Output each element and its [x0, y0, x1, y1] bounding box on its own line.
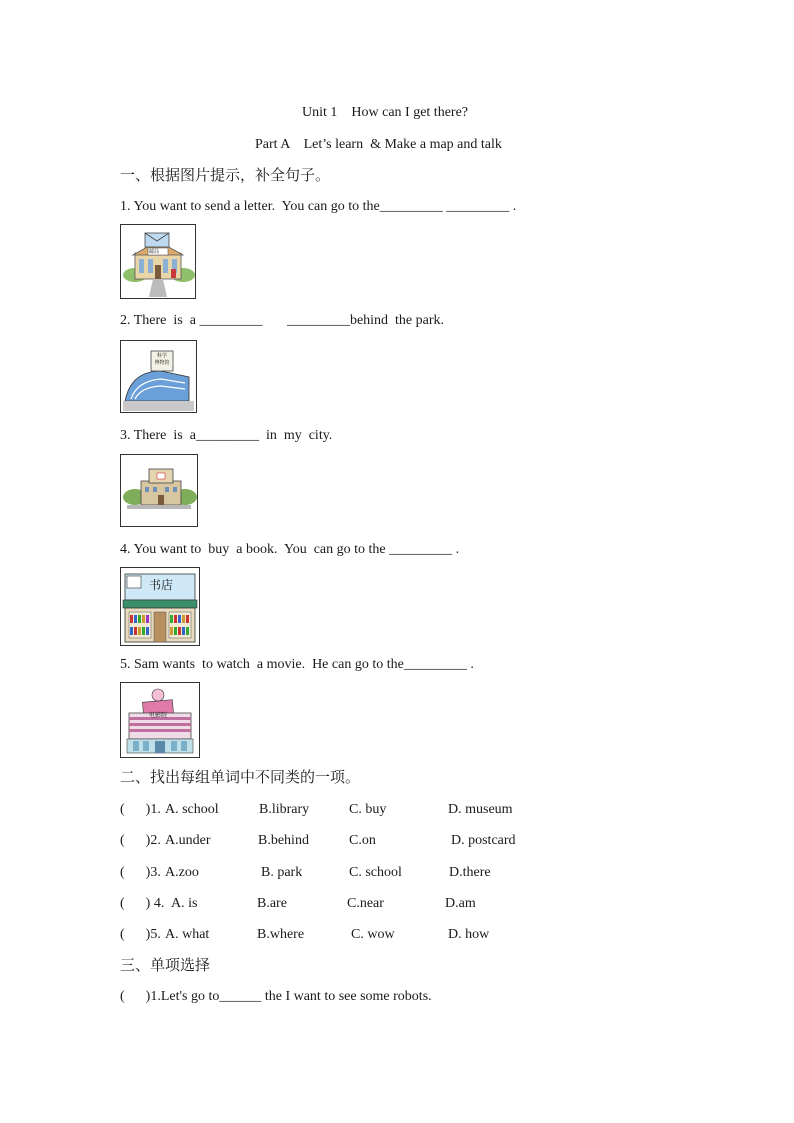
cinema-sign: 电影院 — [149, 712, 168, 719]
choice-number: ( )2. — [120, 833, 161, 848]
choice-number: ( )3. — [120, 865, 161, 880]
choice-d: D.there — [449, 865, 491, 880]
choice-a: A. school — [165, 802, 219, 817]
section3-heading: 三、单项选择 — [120, 956, 211, 974]
choice-d: D. how — [448, 927, 490, 942]
choice-b: B.library — [259, 802, 310, 817]
list-item — [120, 832, 550, 850]
choice-b: B.behind — [258, 833, 309, 848]
post-office-picture — [120, 224, 196, 299]
list-item — [120, 864, 550, 882]
choice-number: ( )1. — [120, 802, 161, 817]
choice-d: D. museum — [448, 802, 513, 817]
question-3: 3. There is a_________ in my city. — [120, 428, 333, 443]
choice-b: B. park — [261, 865, 303, 880]
choice-b: B.where — [257, 927, 305, 942]
bookstore-picture — [120, 567, 200, 646]
section3-question-1: ( )1.Let's go to______ the I want to see some robots. — [120, 989, 432, 1004]
question-5: 5. Sam wants to watch a movie. He can go to the_________ . — [120, 657, 474, 672]
page-subtitle: Part A Let’s learn & Make a map and talk — [255, 137, 502, 152]
choice-c: C. school — [349, 865, 402, 880]
science-museum-sign — [152, 353, 172, 367]
question-2: 2. There is a _________ _________behind the park. — [120, 313, 445, 328]
choice-c: C. buy — [349, 802, 387, 817]
section1-heading: 一、根据图片提示，补全句子。 — [120, 166, 331, 184]
choice-number: ( ) 4. — [120, 896, 165, 911]
choice-d: D.am — [445, 896, 476, 911]
sign-line-1: 科学 — [156, 353, 167, 359]
question-1: 1. You want to send a letter. You can go to the_________ _________ . — [120, 199, 517, 214]
list-item — [120, 895, 550, 913]
choice-b: B.are — [257, 896, 287, 911]
choice-a: A.under — [165, 833, 211, 848]
sign-line-2: 博物馆 — [154, 360, 170, 366]
list-item — [120, 926, 550, 944]
choice-c: C.on — [349, 833, 376, 848]
choice-number: ( )5. — [120, 927, 161, 942]
post-office-sign: 邮局 — [149, 249, 160, 255]
bookstore-sign: 书店 — [149, 578, 174, 592]
choice-d: D. postcard — [451, 833, 516, 848]
choice-a: A. what — [165, 927, 210, 942]
hospital-picture — [120, 454, 198, 527]
question-4: 4. You want to buy a book. You can go to the _________ . — [120, 542, 460, 557]
section2-heading: 二、找出每组单词中不同类的一项。 — [120, 768, 361, 786]
choice-c: C. wow — [351, 927, 395, 942]
choice-a: A. is — [171, 896, 198, 911]
choice-a: A.zoo — [165, 865, 199, 880]
list-item — [120, 801, 550, 819]
choice-c: C.near — [347, 896, 384, 911]
science-museum-picture — [120, 340, 197, 413]
page-title: Unit 1 How can I get there? — [302, 105, 468, 120]
cinema-picture — [120, 682, 200, 758]
